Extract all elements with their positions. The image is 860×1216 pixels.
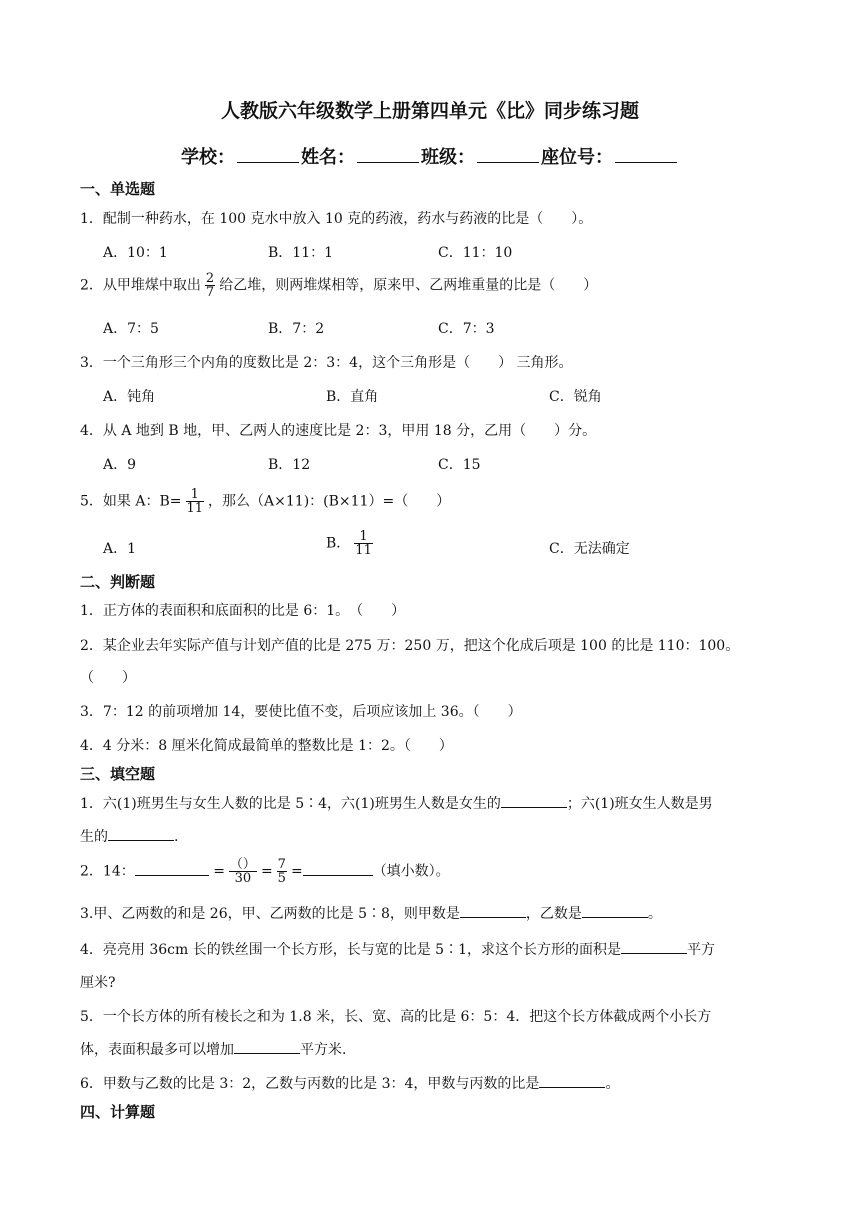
fraction xyxy=(229,858,257,885)
fraction-denominator: 30 xyxy=(234,871,252,886)
question-stem: 3．7：12 的前项增加 14，要使比值不变，后项应该加上 36。（ ） xyxy=(80,704,522,720)
equals-sign: = xyxy=(290,863,303,880)
option-label: B． xyxy=(326,535,351,552)
name-label: 姓名： xyxy=(301,147,355,168)
equals-sign: = xyxy=(213,863,225,880)
class-label: 班级： xyxy=(421,147,475,168)
question-stem: 3．一个三角形三个内角的度数比是 2：3：4，这个三角形是（ ） 三角形。 xyxy=(80,355,573,371)
equals-sign: = xyxy=(260,863,273,880)
question-stem: 1．正方体的表面积和底面积的比是 6：1。 （ ） xyxy=(80,603,406,619)
option-a[interactable]: A．钝角 xyxy=(103,389,156,405)
question-stem xyxy=(80,939,715,959)
page-title: 人教版六年级数学上册第四单元《比》同步练习题 xyxy=(220,100,639,122)
answer-blank[interactable] xyxy=(108,826,174,841)
seat-label: 座位号： xyxy=(541,147,613,168)
school-blank[interactable] xyxy=(237,146,299,163)
answer-blank[interactable] xyxy=(460,903,526,918)
question-text: 给乙堆，则两堆煤相等，原来甲、乙两堆重量的比是（ ） xyxy=(219,277,598,294)
option-a[interactable]: A．10：1 xyxy=(103,245,168,261)
question-stem: 2．某企业去年实际产值与计划产值的比是 275 万：250 万，把这个化成后项是 100 的比是 110：100。 xyxy=(80,638,740,654)
question-text: 平方 xyxy=(687,942,716,958)
fraction-numerator: 1 xyxy=(354,530,373,544)
option-b[interactable] xyxy=(326,530,377,557)
question-text: 。 xyxy=(647,906,662,922)
question-text: ；六(1)班女生人数是男 xyxy=(566,796,713,812)
fraction xyxy=(205,272,215,299)
answer-blank[interactable] xyxy=(621,939,687,954)
question-stem: 1．配制一种药水，在 100 克水中放入 10 克的药液，药水与药液的比是（ ）。 xyxy=(80,211,593,227)
question-text: 体，表面积最多可以增加 xyxy=(80,1042,234,1058)
question-stem xyxy=(80,272,597,299)
section-heading-single-choice: 一、单选题 xyxy=(80,180,156,198)
class-blank[interactable] xyxy=(477,146,539,163)
question-text: 2．从甲堆煤中取出 xyxy=(80,277,201,294)
fraction-denominator: 7 xyxy=(205,285,215,300)
question-text: 生的 xyxy=(80,829,108,845)
answer-blank[interactable] xyxy=(501,793,567,808)
student-info-line xyxy=(0,143,860,169)
question-text: 6．甲数与乙数的比是 3：2，乙数与丙数的比是 3：4，甲数与丙数的比是 xyxy=(80,1076,540,1092)
fraction-denominator: 5 xyxy=(277,871,286,886)
section-heading-fill-in: 三、填空题 xyxy=(80,765,156,783)
question-stem: 5．一个长方体的所有棱长之和为 1.8 米，长、宽、高的比是 6：5：4．把这个长方体截成两个小长方 xyxy=(80,1009,712,1025)
question-stem xyxy=(80,488,450,515)
question-text: ，那么（A×11)：(B×11）=（ ） xyxy=(208,493,451,510)
option-c[interactable]: C．15 xyxy=(438,457,481,473)
option-a[interactable]: A．1 xyxy=(103,541,137,557)
answer-blank[interactable] xyxy=(303,861,373,876)
question-stem xyxy=(80,858,450,885)
question-text: 1．六(1)班男生与女生人数的比是 5∶4，六(1)班男生人数是女生的 xyxy=(80,796,501,812)
section-heading-judgement: 二、判断题 xyxy=(80,573,156,591)
fraction-denominator: 11 xyxy=(186,501,204,516)
option-b[interactable]: B．11：1 xyxy=(268,245,334,261)
question-stem xyxy=(80,903,662,923)
seat-blank[interactable] xyxy=(615,146,677,163)
question-text: ，乙数是 xyxy=(525,906,582,922)
fraction-numerator: 1 xyxy=(186,488,205,502)
option-b[interactable]: B．直角 xyxy=(326,389,379,405)
question-text: 4．亮亮用 36cm 长的铁丝围一个长方形，长与宽的比是 5∶1，求这个长方形的面积是 xyxy=(80,942,622,958)
option-c[interactable]: C．7：3 xyxy=(438,321,495,337)
option-c[interactable]: C．11：10 xyxy=(438,245,513,261)
option-a[interactable]: A．9 xyxy=(103,457,137,473)
answer-blank[interactable] xyxy=(582,903,648,918)
option-c[interactable]: C．无法确定 xyxy=(549,541,630,557)
question-stem xyxy=(80,1073,619,1093)
question-text: 厘米? xyxy=(80,975,116,991)
section-heading-calculation: 四、计算题 xyxy=(80,1103,156,1121)
school-label: 学校： xyxy=(181,147,235,168)
question-stem xyxy=(80,826,178,846)
question-stem: 4．从 A 地到 B 地，甲、乙两人的速度比是 2：3，甲用 18 分，乙用（ ）分。 xyxy=(80,423,597,439)
option-b[interactable]: B．7：2 xyxy=(268,321,325,337)
question-text: 2．14： xyxy=(80,863,135,880)
question-stem xyxy=(80,793,713,813)
question-stem xyxy=(80,1039,346,1059)
question-text: . xyxy=(174,829,179,845)
option-c[interactable]: C．锐角 xyxy=(549,389,602,405)
answer-parentheses[interactable]: （ ） xyxy=(80,670,136,686)
answer-blank[interactable] xyxy=(234,1039,300,1054)
question-text: 5．如果 A：B= xyxy=(80,493,182,510)
name-blank[interactable] xyxy=(357,146,419,163)
question-text: 平方米. xyxy=(300,1042,347,1058)
fraction-numerator[interactable]: （） xyxy=(229,857,256,872)
fraction-numerator: 7 xyxy=(277,857,286,872)
option-a[interactable]: A．7：5 xyxy=(103,321,159,337)
fraction xyxy=(354,530,373,557)
option-b[interactable]: B．12 xyxy=(268,457,311,473)
answer-blank[interactable] xyxy=(539,1073,605,1088)
fraction-numerator: 2 xyxy=(205,271,215,286)
fraction-denominator: 11 xyxy=(355,543,372,558)
answer-blank[interactable] xyxy=(135,861,209,876)
question-text: （填小数）。 xyxy=(372,863,450,880)
question-stem: 4．4 分米：8 厘米化简成最简单的整数比是 1：2。（ ） xyxy=(80,738,453,754)
question-text: 3.甲、乙两数的和是 26，甲、乙两数的比是 5∶8，则甲数是 xyxy=(80,906,460,922)
fraction xyxy=(186,488,205,515)
question-text: 。 xyxy=(605,1076,620,1092)
fraction xyxy=(277,858,287,885)
